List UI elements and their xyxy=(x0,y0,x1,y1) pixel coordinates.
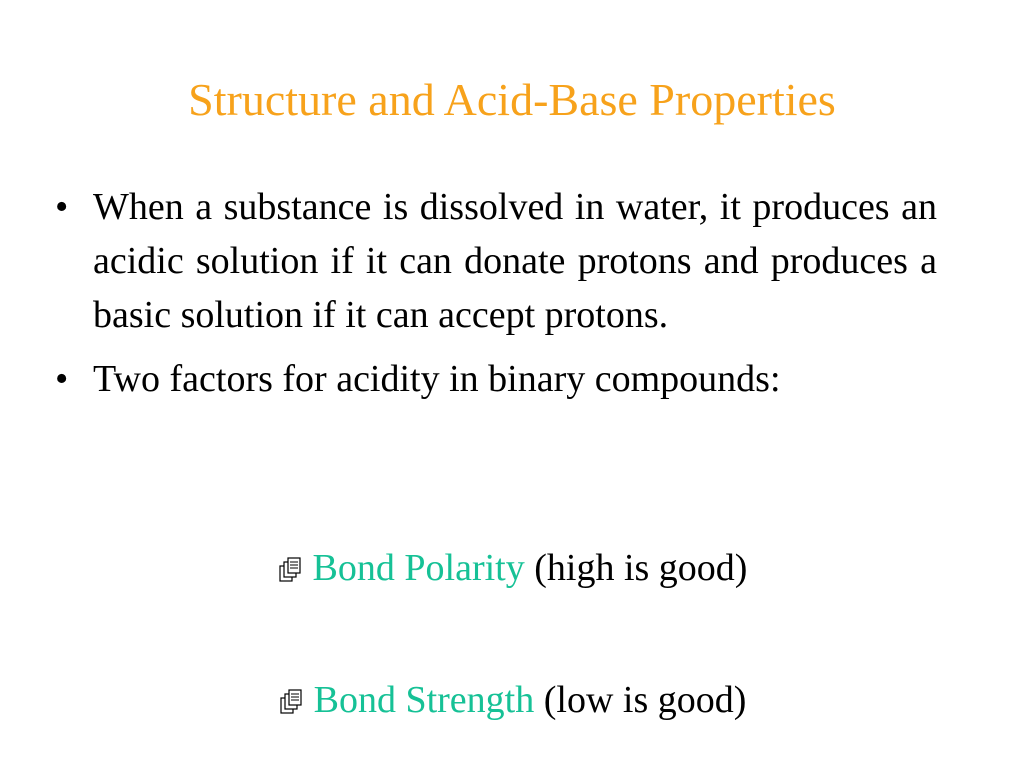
bullet-marker: • xyxy=(55,358,69,400)
bullet-text: Two factors for acidity in binary compounds: xyxy=(93,358,781,400)
sub-item-note: (high is good) xyxy=(534,547,748,589)
sub-item-bond-strength xyxy=(0,675,1024,725)
bullet-item xyxy=(55,352,937,406)
bullet-item xyxy=(55,180,937,342)
stacked-pages-icon xyxy=(277,554,307,584)
stacked-pages-icon xyxy=(278,686,308,716)
bullet-text: When a substance is dissolved in water, it produces an acidic solution if it can donate protons and produces a basic solution if it can accept protons. xyxy=(93,186,937,336)
bullet-list xyxy=(55,180,937,416)
sub-item-note: (low is good) xyxy=(543,679,747,721)
slide-title: Structure and Acid-Base Properties xyxy=(188,74,836,125)
sub-item-bond-polarity xyxy=(0,543,1024,593)
sub-item-term: Bond Strength xyxy=(313,679,535,721)
bullet-marker: • xyxy=(55,186,69,228)
sub-item-term: Bond Polarity xyxy=(312,547,525,589)
